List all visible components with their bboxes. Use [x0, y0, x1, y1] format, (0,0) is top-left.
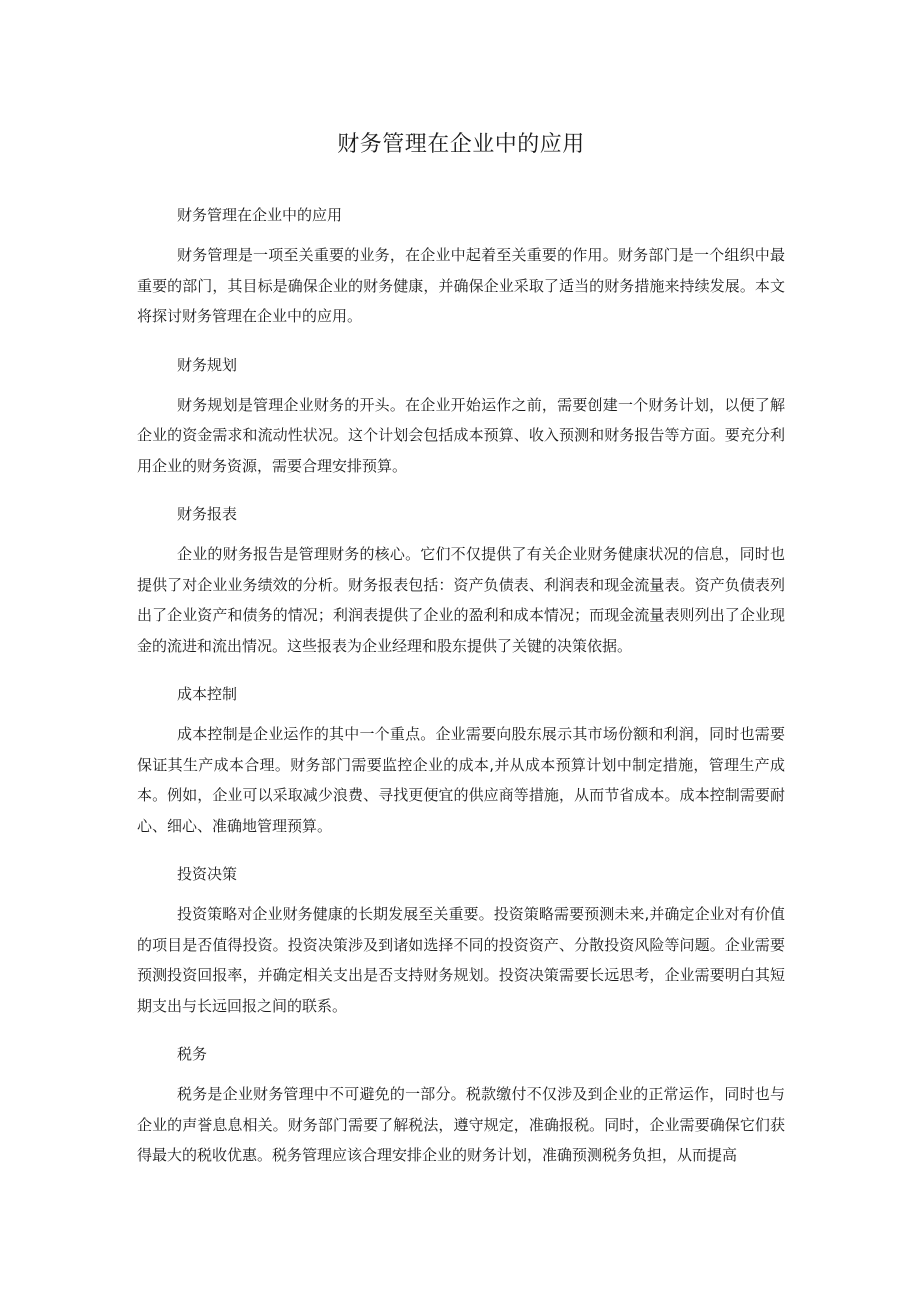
- section-paragraph: 企业的财务报告是管理财务的核心。它们不仅提供了有关企业财务健康状况的信息，同时也提供了对企业业务绩效的分析。财务报表包括：资产负债表、利润表和现金流量表。资产负债表列出了企业资产和债务的情况；利润表提供了企业的盈利和成本情况；而现金流量表则列出了企业现金的流进和流出情况。这些报表为企业经理和股东提供了关键的决策依据。: [137, 545, 785, 655]
- section-paragraph: 税务是企业财务管理中不可避免的一部分。税款缴付不仅涉及到企业的正常运作，同时也与企业的声誉息息相关。财务部门需要了解税法，遵守规定，准确报税。同时，企业需要确保它们获得最大的税收优惠。税务管理应该合理安排企业的财务计划，准确预测税务负担，从而提高: [137, 1085, 785, 1164]
- section-paragraph: 财务规划是管理企业财务的开头。在企业开始运作之前，需要创建一个财务计划，以便了解企业的资金需求和流动性状况。这个计划会包括成本预算、收入预测和财务报告等方面。要充分利用企业的财务资源，需要合理安排预算。: [137, 395, 785, 475]
- section-heading: 财务管理在企业中的应用: [177, 206, 343, 224]
- section-financial-planning: [137, 352, 785, 482]
- section-taxation: [137, 1041, 785, 1171]
- section-intro: [137, 202, 785, 332]
- section-paragraph: 投资策略对企业财务健康的长期发展至关重要。投资策略需要预测未来,并确定企业对有价值的项目是否值得投资。投资决策涉及到诸如选择不同的投资资产、分散投资风险等问题。企业需要预测投资回报率，并确定相关支出是否支持财务规划。投资决策需要长远思考，企业需要明白其短期支出与长远回报之间的联系。: [137, 905, 785, 1015]
- document-title: 财务管理在企业中的应用: [337, 132, 585, 157]
- section-heading: 财务报表: [177, 505, 238, 523]
- section-paragraph: 成本控制是企业运作的其中一个重点。企业需要向股东展示其市场份额和利润，同时也需要保证其生产成本合理。财务部门需要监控企业的成本,并从成本预算计划中制定措施，管理生产成本。例如，企业可以采取减少浪费、寻找更便宜的供应商等措施，从而节省成本。成本控制需要耐心、细心、准确地管理预算。: [137, 725, 785, 835]
- section-cost-control: [137, 681, 785, 841]
- section-investment-decisions: [137, 861, 785, 1021]
- section-heading: 财务规划: [177, 355, 238, 374]
- document-page: [137, 0, 785, 1171]
- section-heading: 成本控制: [177, 685, 238, 703]
- section-paragraph: 财务管理是一项至关重要的业务，在企业中起着至关重要的作用。财务部门是一个组织中最重要的部门，其目标是确保企业的财务健康，并确保企业采取了适当的财务措施来持续发展。本文将探讨财务管理在企业中的应用。: [137, 246, 785, 325]
- section-heading: 税务: [177, 1045, 208, 1063]
- section-financial-statements: [137, 501, 785, 661]
- section-heading: 投资决策: [177, 865, 238, 883]
